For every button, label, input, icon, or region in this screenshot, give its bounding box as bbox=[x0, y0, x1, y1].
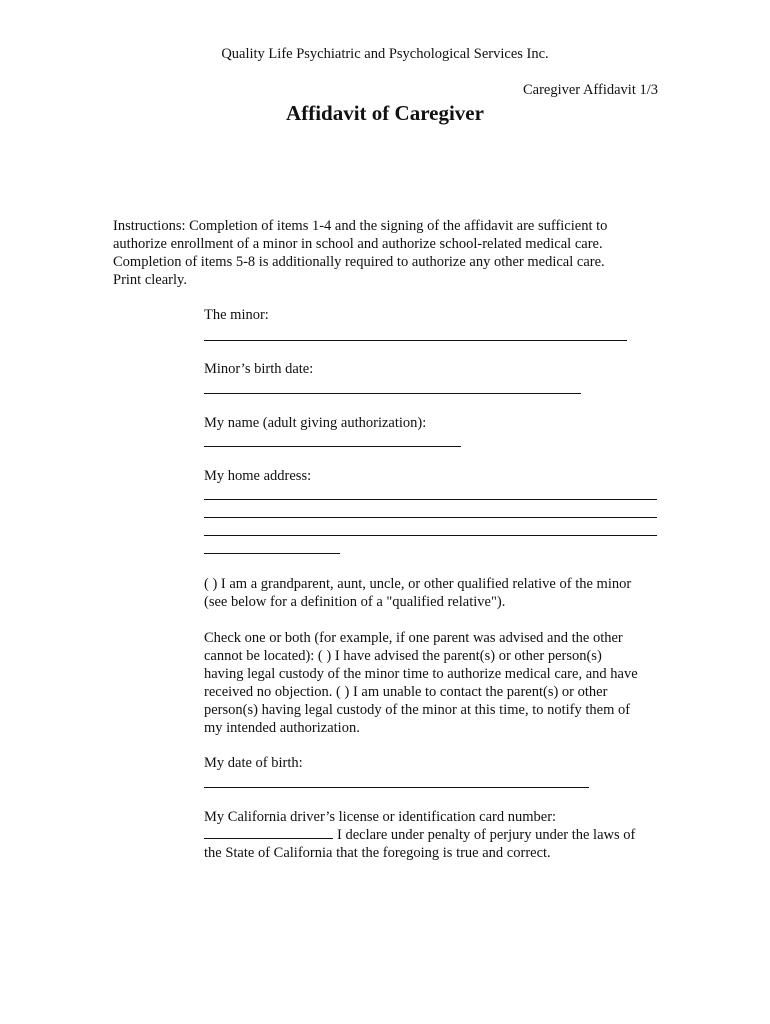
instructions bbox=[113, 217, 643, 289]
license-number-blank[interactable] bbox=[204, 826, 333, 839]
relative-line: (see below for a definition of a "qualified relative"). bbox=[204, 594, 506, 610]
home-address-blank-4[interactable] bbox=[204, 553, 340, 554]
check-line: received no objection. ( ) I am unable to contact the parent(s) or other bbox=[204, 684, 608, 700]
check-line: having legal custody of the minor time to authorize medical care, and have bbox=[204, 666, 638, 682]
license-label: My California driver’s license or identification card number: bbox=[204, 809, 557, 825]
instructions-line: authorize enrollment of a minor in school and authorize school-related medical care. bbox=[113, 236, 603, 252]
license-declaration-line bbox=[204, 826, 635, 844]
check-line: Check one or both (for example, if one parent was advised and the other bbox=[204, 630, 623, 646]
my-date-of-birth-label: My date of birth: bbox=[204, 755, 303, 771]
check-line: cannot be located): ( ) I have advised the parent(s) or other person(s) bbox=[204, 648, 602, 664]
instructions-line: Completion of items 5-8 is additionally required to authorize any other medical care. bbox=[113, 254, 605, 270]
check-line: person(s) having legal custody of the minor at this time, to notify them of bbox=[204, 702, 631, 718]
instructions-line: Instructions: Completion of items 1-4 and the signing of the affidavit are sufficient to bbox=[113, 218, 608, 234]
document-title: Affidavit of Caregiver bbox=[286, 101, 484, 125]
home-address-blank-1[interactable] bbox=[204, 499, 657, 500]
home-address-label: My home address: bbox=[204, 468, 312, 484]
minor-birth-date-blank[interactable] bbox=[204, 393, 581, 394]
parent-notification-statement bbox=[204, 629, 638, 737]
check-line: my intended authorization. bbox=[204, 720, 360, 736]
relative-line: ( ) I am a grandparent, aunt, uncle, or other qualified relative of the minor bbox=[204, 576, 632, 592]
minor-label: The minor: bbox=[204, 307, 269, 323]
minor-blank[interactable] bbox=[204, 340, 627, 341]
declaration-text: I declare under penalty of perjury under the laws of bbox=[337, 827, 636, 843]
minor-birth-date-label: Minor’s birth date: bbox=[204, 361, 314, 377]
license-section bbox=[204, 808, 635, 862]
my-date-of-birth-blank[interactable] bbox=[204, 787, 589, 788]
instructions-line: Print clearly. bbox=[113, 272, 187, 288]
home-address-blank-2[interactable] bbox=[204, 517, 657, 518]
organization-name: Quality Life Psychiatric and Psychological Services Inc. bbox=[221, 46, 549, 62]
qualified-relative-statement bbox=[204, 575, 631, 611]
home-address-blank-3[interactable] bbox=[204, 535, 657, 536]
my-name-blank[interactable] bbox=[204, 446, 461, 447]
page-label: Caregiver Affidavit 1/3 bbox=[522, 82, 658, 98]
my-name-label: My name (adult giving authorization): bbox=[204, 415, 427, 431]
declaration-text-continued: the State of California that the foregoing is true and correct. bbox=[204, 845, 551, 861]
